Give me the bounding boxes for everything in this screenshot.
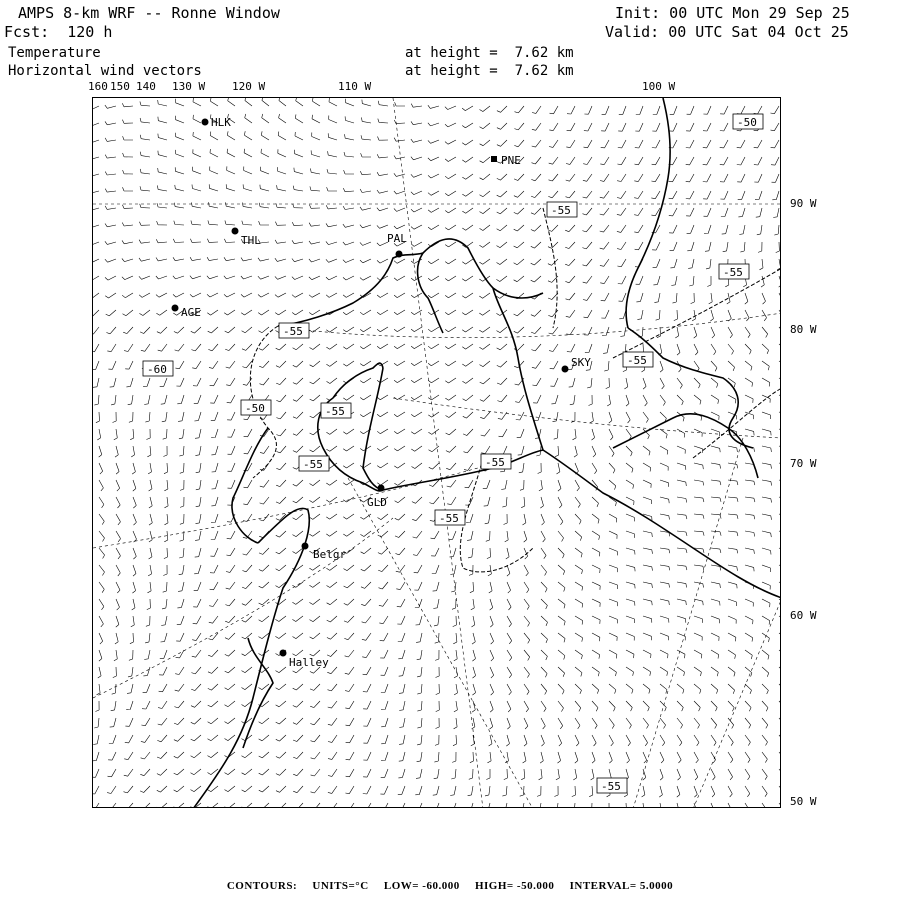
station-marker-sky [562, 366, 569, 373]
map-panel [92, 97, 781, 808]
footer-high: HIGH= -50.000 [474, 880, 555, 892]
footer-units: UNITS=°C [312, 880, 369, 892]
station-marker-gld [378, 485, 385, 492]
contour-label [597, 778, 627, 793]
lon-label-120w: 120 W [232, 80, 266, 93]
meridian-line [693, 598, 781, 808]
temperature-contours [250, 208, 781, 572]
lat-label-70w: 70 W [790, 457, 817, 470]
forecast-hour: Fcst: 120 h [4, 23, 113, 41]
coast-segment [333, 363, 383, 398]
station-name-belgr: Belgr [313, 548, 347, 561]
lon-label-160: 160 [88, 80, 108, 93]
svg-text:-55: -55 [551, 204, 571, 217]
wind-barbs [93, 98, 781, 808]
meridian-line [283, 313, 781, 338]
station-markers [172, 119, 569, 657]
lon-label-130w: 130 W [172, 80, 206, 93]
meridian-line [393, 398, 781, 438]
contour-label [241, 400, 271, 415]
lat-label-80w: 80 W [790, 323, 817, 336]
svg-text:-55: -55 [439, 512, 459, 525]
contour-label [623, 352, 653, 367]
filchner-shelf-edge [383, 450, 543, 490]
contour-legend [0, 880, 900, 892]
station-name-pal: PAL [387, 232, 407, 245]
svg-text:-55: -55 [283, 325, 303, 338]
valid-time: Valid: 00 UTC Sat 04 Oct 25 [605, 23, 849, 41]
station-marker-hlk [202, 119, 209, 126]
halley-coast [243, 638, 273, 748]
coast-segment [232, 428, 268, 543]
station-marker-belgr [302, 543, 309, 550]
station-name-gld: GLD [367, 496, 387, 509]
svg-text:-55: -55 [485, 456, 505, 469]
station-name-halley: Halley [289, 656, 329, 669]
contour-label [719, 264, 749, 279]
field-temperature: Temperature [8, 45, 101, 61]
lon-label-100w: 100 W [642, 80, 676, 93]
contour-label [279, 323, 309, 338]
svg-text:-55: -55 [325, 405, 345, 418]
footer-low: LOW= -60.000 [383, 880, 460, 892]
coastlines [193, 98, 781, 808]
station-name-sky: SKY [571, 356, 591, 369]
contour-minus-55 [543, 208, 557, 328]
svg-text:-55: -55 [627, 354, 647, 367]
contour-label [321, 403, 351, 418]
station-marker-age [172, 305, 179, 312]
wind-vector-field [93, 98, 781, 808]
contour-label [733, 114, 763, 129]
footer-interval: INTERVAL= 5.0000 [569, 880, 674, 892]
meridian-line [348, 478, 533, 808]
station-name-thl: THL [241, 234, 261, 247]
meridian-line [393, 98, 483, 808]
contour-label [435, 510, 465, 525]
height-label-1: at height = 7.62 km [405, 45, 574, 61]
lat-label-90w: 90 W [790, 197, 817, 210]
footer-contours: CONTOURS: [226, 880, 298, 892]
map-canvas [93, 98, 781, 808]
meridian-line [633, 438, 743, 808]
svg-text:-55: -55 [303, 458, 323, 471]
station-name-pne: PNE [501, 154, 521, 167]
lon-label-150: 150 [110, 80, 130, 93]
contour-label [481, 454, 511, 469]
lat-label-60w: 60 W [790, 609, 817, 622]
station-marker-halley [280, 650, 287, 657]
antarctic-coast-north [626, 98, 670, 328]
antarctic-coast-east [543, 450, 781, 598]
alexander-island [628, 328, 753, 448]
lon-label-110w: 110 W [338, 80, 372, 93]
height-label-2: at height = 7.62 km [405, 63, 574, 79]
svg-text:-50: -50 [245, 402, 265, 415]
field-wind-vectors: Horizontal wind vectors [8, 63, 202, 79]
coast-segment [493, 288, 543, 450]
contour-label [299, 456, 329, 471]
station-name-age: AGE [181, 306, 201, 319]
contour-label [143, 361, 173, 376]
station-name-hlk: HLK [211, 116, 231, 129]
station-marker-thl [232, 228, 239, 235]
svg-text:-60: -60 [147, 363, 167, 376]
contour-minus-55 [460, 458, 533, 572]
svg-text:-55: -55 [601, 780, 621, 793]
meridian-line [93, 518, 393, 698]
init-time: Init: 00 UTC Mon 29 Sep 25 [615, 4, 850, 22]
contour-label [547, 202, 577, 217]
svg-text:-55: -55 [723, 266, 743, 279]
lon-label-140: 140 [136, 80, 156, 93]
map-title: AMPS 8-km WRF -- Ronne Window [18, 4, 280, 22]
station-marker-pal [396, 251, 403, 258]
meridian-line [93, 458, 513, 548]
station-marker-pne [491, 156, 497, 162]
coast-segment [363, 368, 383, 490]
contour-minus-55 [613, 268, 781, 358]
svg-text:-50: -50 [737, 116, 757, 129]
lat-label-50w: 50 W [790, 795, 817, 808]
